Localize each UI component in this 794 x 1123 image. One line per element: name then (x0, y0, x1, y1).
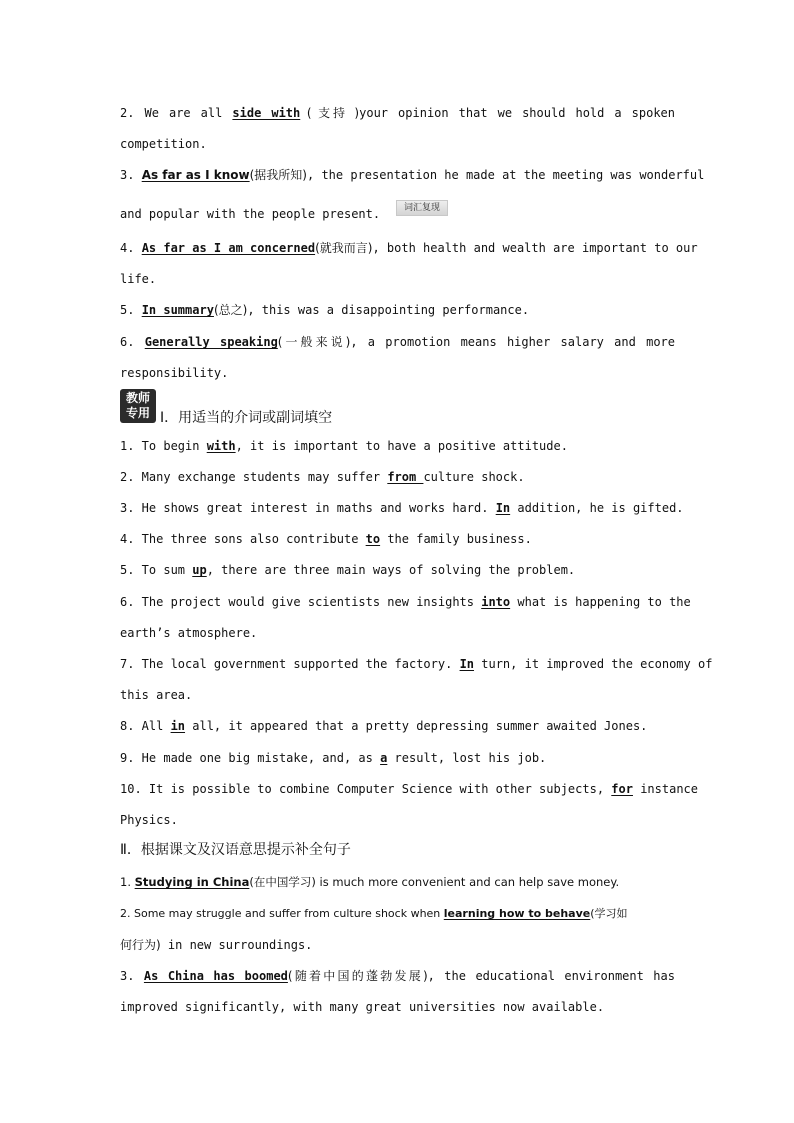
s1-item-1 (120, 438, 675, 454)
chinese-hint: 何行为) (120, 938, 161, 952)
text: what is happening to the (510, 595, 691, 609)
text: the family business. (380, 532, 532, 546)
text: 3. (120, 969, 144, 983)
text: 6. The project would give scientists new insights (120, 595, 482, 609)
text: , there are three main ways of solving the problem. (206, 563, 576, 577)
answer: up (192, 563, 207, 577)
text: , the presentation he made at the meeting was wonderful (307, 168, 705, 182)
text (134, 168, 141, 182)
answer: side with (232, 106, 301, 120)
answer: As far as I am concerned (141, 241, 316, 255)
answer: for (611, 782, 633, 796)
chinese-hint: (随着中国的蓬勃发展) (287, 969, 428, 983)
chinese-hint: ( 支持 ) (300, 106, 360, 120)
text: all, it appeared that a pretty depressing summer awaited Jones. (185, 719, 648, 733)
badge-line-1: 教师 (125, 391, 150, 405)
item-number: 2. (120, 106, 135, 120)
chinese-hint: (学习如 (590, 907, 628, 920)
text: 8. All (120, 719, 171, 733)
item-number: 6. (120, 335, 135, 349)
text: , the educational environment has (427, 969, 675, 983)
item-4-as-far-as-i-am-concerned (120, 240, 698, 256)
answer: to (365, 532, 381, 546)
text: culture shock. (423, 470, 525, 484)
s2-item-1 (120, 874, 675, 890)
text: in new surroundings. (160, 938, 313, 952)
s1-item-4 (120, 531, 675, 547)
text: , it is important to have a positive attitude. (235, 439, 568, 453)
answer: in (170, 719, 186, 733)
text: 9. He made one big mistake, and, as (120, 751, 381, 765)
chinese-hint: (总之) (213, 303, 248, 317)
text (134, 241, 141, 255)
s2-item-3-continuation: improved significantly, with many great universities now available. (120, 1000, 605, 1014)
badge-line-2: 专用 (125, 406, 150, 420)
answer: Generally speaking (144, 335, 278, 349)
item-3-continuation: and popular with the people present. (120, 207, 381, 221)
text: 1. To begin (120, 439, 207, 453)
text: instance (632, 782, 698, 796)
s1-item-10 (120, 781, 698, 797)
answer: Studying in China (134, 875, 250, 889)
answer: into (481, 595, 511, 609)
text: 1. (120, 875, 135, 889)
chinese-hint: (在中国学习) (249, 875, 316, 889)
text: 7. The local government supported the factory. (120, 657, 460, 671)
vocabulary-review-stamp: 词汇复现 (396, 200, 448, 216)
s2-item-2 (120, 906, 675, 922)
s2-item-3 (120, 968, 675, 984)
text: 2. Many exchange students may suffer (120, 470, 388, 484)
s1-item-9 (120, 750, 675, 766)
item-number: 3. (120, 168, 135, 182)
text: is much more convenient and can help save money. (315, 875, 620, 889)
s1-item-6-continuation: earth’s atmosphere. (120, 626, 258, 640)
text (134, 303, 141, 317)
text: 2. Some may struggle and suffer from culture shock when (120, 907, 444, 920)
text: 10. It is possible to combine Computer Science with other subjects, (120, 782, 612, 796)
text: , both health and wealth are important to our (372, 241, 698, 255)
item-3-as-far-as-i-know (120, 167, 705, 183)
text: result, lost his job. (387, 751, 547, 765)
s1-item-8 (120, 718, 675, 734)
answer: In (459, 657, 475, 671)
answer: In (495, 501, 511, 515)
text: turn, it improved the economy of (474, 657, 713, 671)
s1-item-6 (120, 594, 691, 610)
item-number: 5. (120, 303, 135, 317)
s1-item-7-continuation: this area. (120, 688, 193, 702)
text: We are all (134, 106, 233, 120)
item-6-generally-speaking (120, 334, 675, 350)
answer: with (206, 439, 236, 453)
s1-item-5 (120, 562, 675, 578)
s1-item-10-continuation: Physics. (120, 813, 178, 827)
text: 5. To sum (120, 563, 193, 577)
text: 3. He shows great interest in maths and works hard. (120, 501, 496, 515)
text: addition, he is gifted. (510, 501, 684, 515)
text: 4. The three sons also contribute (120, 532, 366, 546)
item-4-continuation: life. (120, 272, 157, 286)
s1-item-2 (120, 469, 675, 485)
text: , this was a disappointing performance. (247, 303, 530, 317)
teacher-only-badge (120, 389, 156, 423)
answer: learning how to behave (443, 907, 591, 920)
answer: a (380, 751, 388, 765)
text: your opinion that we should hold a spoken (359, 106, 676, 120)
text (134, 335, 144, 349)
s1-item-3 (120, 500, 684, 516)
chinese-hint: (一般来说) (277, 335, 351, 349)
item-2-continuation: competition. (120, 137, 207, 151)
item-number: 4. (120, 241, 135, 255)
section-2-title: Ⅱ．根据课文及汉语意思提示补全句子 (120, 842, 351, 858)
text: , a promotion means higher salary and more (350, 335, 675, 349)
answer: As China has boomed (143, 969, 288, 983)
s2-item-2-continuation (120, 937, 675, 953)
answer: As far as I know (141, 168, 250, 182)
s1-item-7 (120, 656, 713, 672)
answer: from (387, 470, 424, 484)
item-6-continuation: responsibility. (120, 366, 229, 380)
chinese-hint: (据我所知) (249, 168, 307, 182)
item-5-in-summary (120, 302, 675, 318)
section-1-title: Ⅰ．用适当的介词或副词填空 (160, 410, 333, 426)
item-2-side-with (120, 105, 675, 121)
chinese-hint: (就我而言) (315, 241, 373, 255)
answer: In summary (141, 303, 214, 317)
